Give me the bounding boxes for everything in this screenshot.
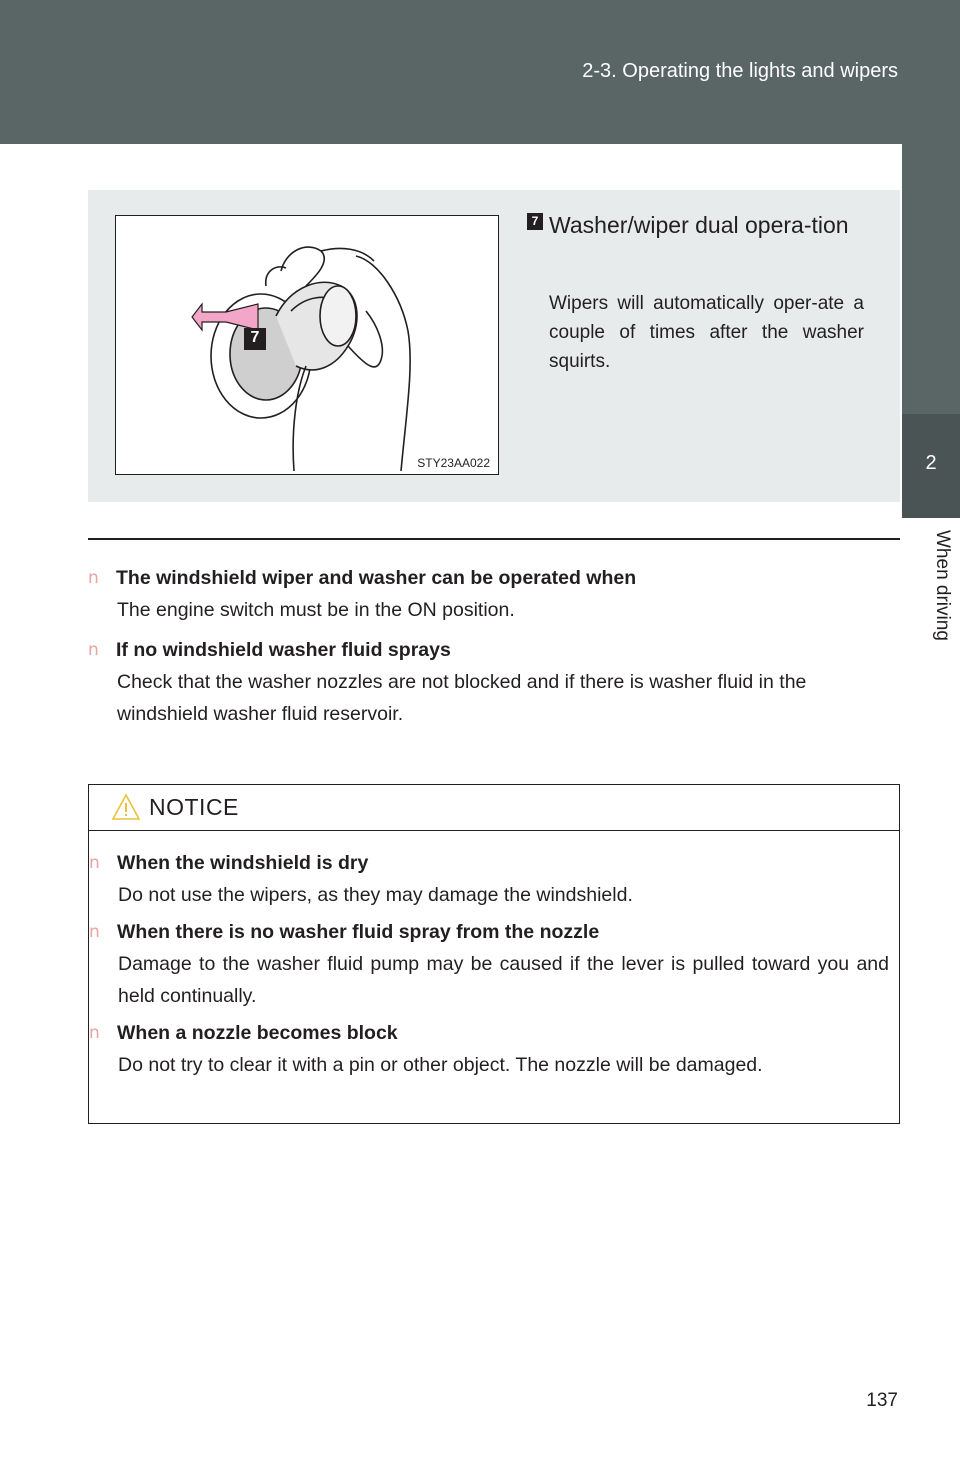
notice-items [89,831,899,1081]
bullet-icon: n [89,922,100,942]
figure-code: STY23AA022 [417,456,490,470]
wiper-lever-illustration [115,215,499,475]
bullet-icon: n [88,640,99,660]
notice-item [89,1017,889,1081]
notice-header [89,785,899,831]
page-header [0,0,960,144]
bullet-icon: n [89,1023,100,1043]
figure-callout-number: 7 [250,329,260,346]
notes-list [88,562,900,738]
note-body: Check that the washer nozzles are not blocked and if there is washer fluid in the windshield washer fluid reservoir. [117,671,807,725]
notice-heading: When the windshield is dry [117,852,369,874]
step-number-badge: 7 [527,213,543,230]
note-heading: The windshield wiper and washer can be operated when [116,567,637,589]
note-heading: If no windshield washer fluid sprays [116,639,451,661]
step-description: Wipers will automatically oper-ate a couple of times after the washer squirts. [549,293,864,372]
hand-pulling-lever-icon [116,216,499,475]
notice-heading: When a nozzle becomes block [117,1022,398,1044]
notice-body: Do not try to clear it with a pin or other object. The nozzle will be damaged. [118,1054,763,1076]
note-item [88,562,900,626]
page-number: 137 [866,1390,898,1411]
notice-heading: When there is no washer fluid spray from the nozzle [117,921,600,943]
section-title: 2-3. Operating the lights and wipers [582,60,898,82]
notice-body: Do not use the wipers, as they may damage the windshield. [118,884,633,906]
notice-item [89,916,889,1012]
step-title: Washer/wiper dual opera-tion [549,212,849,238]
chapter-number: 2 [925,452,937,474]
bullet-icon: n [88,568,99,588]
notice-box [88,784,900,1124]
note-item [88,634,900,730]
section-divider [88,538,900,540]
notice-title: NOTICE [149,794,239,820]
note-body: The engine switch must be in the ON position. [117,599,515,621]
chapter-label: When driving [932,530,953,641]
warning-triangle-icon [111,793,141,821]
bullet-icon: n [89,853,100,873]
notice-body: Damage to the washer fluid pump may be caused if the lever is pulled toward you and held continually. [118,953,889,1007]
notice-item [89,847,889,911]
